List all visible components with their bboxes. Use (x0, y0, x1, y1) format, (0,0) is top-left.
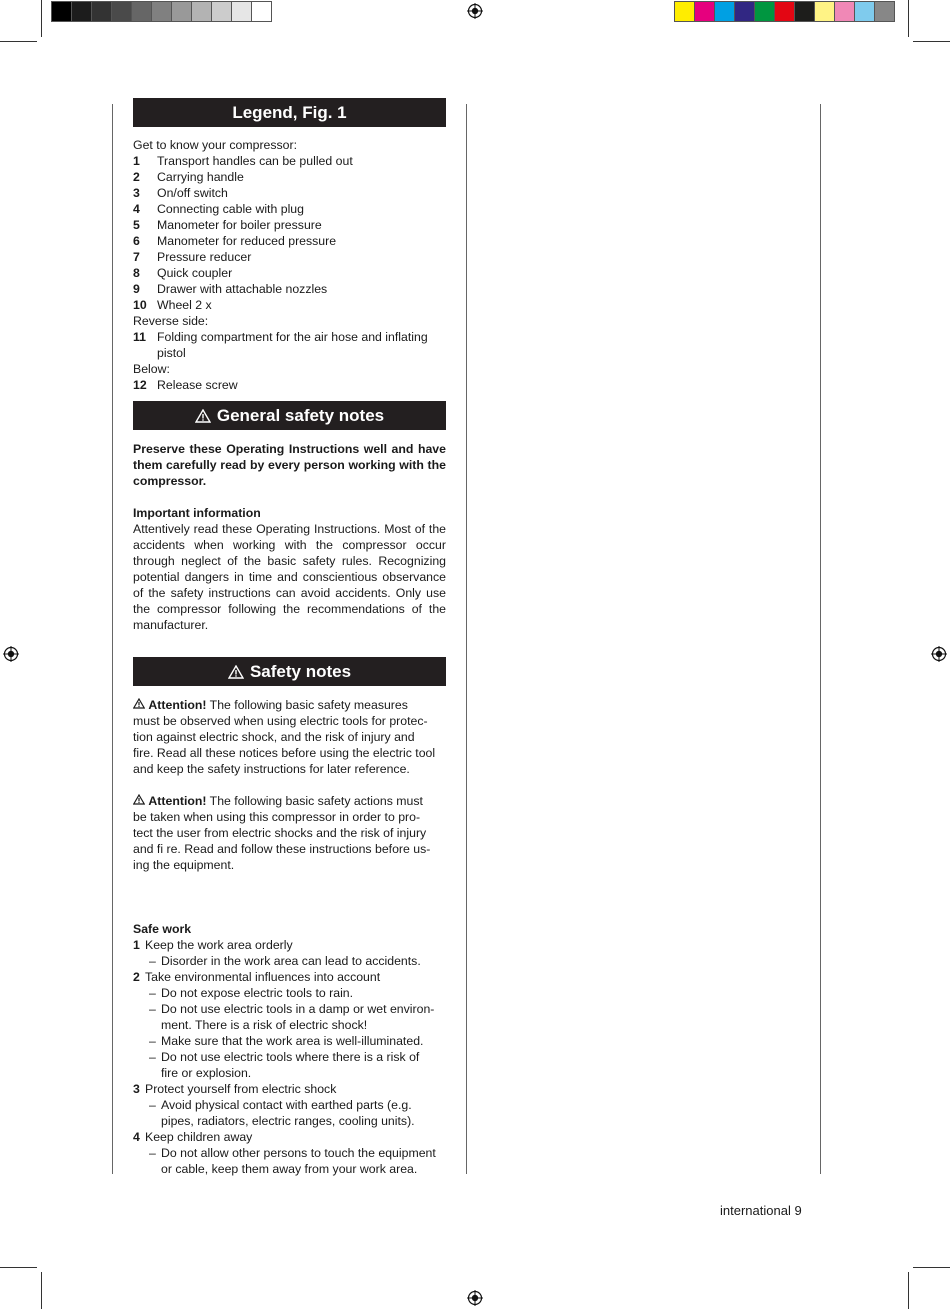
reverse-side-label: Reverse side: (133, 314, 209, 328)
column-rule (112, 104, 113, 1174)
legend-item (133, 233, 446, 249)
safe-work-item (133, 1129, 446, 1145)
column-rule (466, 104, 467, 1174)
calibration-swatch (92, 2, 112, 21)
calibration-swatch (675, 2, 695, 21)
safe-work-subitem-line: ment. There is a risk of electric shock! (161, 1018, 368, 1032)
registration-mark-icon (3, 646, 19, 662)
calibration-swatch (755, 2, 775, 21)
calibration-swatch (775, 2, 795, 21)
legend-item-text: Pressure reducer (157, 250, 252, 264)
calibration-swatch (132, 2, 152, 21)
registration-mark-icon (931, 646, 947, 662)
safety-notes-heading-bar (133, 657, 446, 686)
legend-item-number: 5 (133, 218, 140, 232)
important-information-text: Attentively read these Operating Instructions. Most of the accidents when working with the compressor occur through neglect of the basic safety rules. Recognizing potential dangers in time and conscientious observance of the safety instructions can avoid accidents. Only use the compressor following the recommendations of the manufacturer. (133, 522, 446, 632)
safe-work-item-number: 2 (133, 970, 140, 984)
dash-bullet: – (149, 954, 156, 968)
safety-notes-heading: Safety notes (249, 661, 352, 681)
safe-work-subitem (133, 1033, 446, 1049)
safe-work-item-text: Take environmental influences into account (145, 970, 381, 984)
legend-item-text: Connecting cable with plug (157, 202, 304, 216)
below-list (133, 377, 446, 393)
safe-work-subitem (133, 1049, 446, 1081)
paragraph-line: must be observed when using electric tools for protec- (133, 714, 428, 728)
crop-mark (908, 0, 909, 37)
column-rule (820, 104, 821, 1174)
calibration-swatch (695, 2, 715, 21)
legend-heading: Legend, Fig. 1 (232, 102, 347, 122)
safe-work-subitem-line: Make sure that the work area is well-illuminated. (161, 1034, 424, 1048)
calibration-swatch (212, 2, 232, 21)
safe-work-item (133, 937, 446, 953)
legend-item-number: 8 (133, 266, 140, 280)
safe-work-subitem (133, 953, 446, 969)
safe-work-subitem-line: Do not use electric tools in a damp or wet environ- (161, 1002, 435, 1016)
calibration-swatch (232, 2, 252, 21)
safe-work-item-number: 1 (133, 938, 140, 952)
calibration-swatch (112, 2, 132, 21)
legend-item-text: Wheel 2 x (157, 298, 212, 312)
below-label: Below: (133, 362, 170, 376)
calibration-swatch (192, 2, 212, 21)
crop-mark (913, 1267, 950, 1268)
attention-label: Attention! (148, 794, 207, 808)
safe-work-subitem (133, 1001, 446, 1033)
safe-work-subitem-line: Disorder in the work area can lead to accidents. (161, 954, 421, 968)
crop-mark (908, 1272, 909, 1309)
paragraph-line: The following basic safety measures (206, 698, 408, 712)
safe-work-subitem-line: pipes, radiators, electric ranges, cooling units). (161, 1114, 415, 1128)
crop-mark (0, 41, 37, 42)
legend-item (133, 265, 446, 281)
dash-bullet: – (149, 1050, 156, 1064)
warning-triangle-icon (228, 665, 244, 679)
safe-work-title: Safe work (133, 922, 192, 936)
crop-mark (41, 1272, 42, 1309)
paragraph-line: ing the equipment. (133, 858, 235, 872)
dash-bullet: – (149, 986, 156, 1000)
legend-intro: Get to know your compressor: (133, 138, 298, 152)
calibration-swatch (735, 2, 755, 21)
safe-work-subitem-line: fire or explosion. (161, 1066, 252, 1080)
legend-item-number: 3 (133, 186, 140, 200)
safe-work-subitem-line: Do not use electric tools where there is a risk of (161, 1050, 420, 1064)
legend-item (133, 281, 446, 297)
legend-item-text: On/off switch (157, 186, 228, 200)
legend-heading-bar (133, 98, 446, 127)
legend-item (133, 377, 446, 393)
legend-item-number: 1 (133, 154, 140, 168)
safe-work-subitem (133, 1097, 446, 1129)
legend-list (133, 153, 446, 313)
crop-mark (41, 0, 42, 37)
general-safety-heading: General safety notes (216, 405, 385, 425)
calibration-swatch (252, 2, 271, 21)
safe-work-subitem-line: Avoid physical contact with earthed parts (e.g. (161, 1098, 412, 1112)
legend-item-number: 6 (133, 234, 140, 248)
dash-bullet: – (149, 1098, 156, 1112)
safe-work-subitem (133, 1145, 446, 1177)
dash-bullet: – (149, 1034, 156, 1048)
calibration-swatch (715, 2, 735, 21)
legend-item-text: Quick coupler (157, 266, 233, 280)
calibration-swatch (52, 2, 72, 21)
calibration-swatch (815, 2, 835, 21)
paragraph-line: be taken when using this compressor in order to pro- (133, 810, 421, 824)
calibration-swatch (875, 2, 894, 21)
safe-work-item-text: Keep the work area orderly (145, 938, 293, 952)
legend-item (133, 329, 446, 361)
safe-work-list (133, 937, 446, 1177)
attention-label: Attention! (148, 698, 207, 712)
calibration-swatch (172, 2, 192, 21)
color-calibration-bar (674, 1, 895, 22)
warning-triangle-icon (195, 409, 211, 423)
legend-item (133, 169, 446, 185)
attention-paragraph-1 (133, 697, 446, 777)
calibration-swatch (855, 2, 875, 21)
legend-item (133, 185, 446, 201)
legend-item (133, 201, 446, 217)
legend-item (133, 153, 446, 169)
safe-work-item-number: 4 (133, 1130, 140, 1144)
attention-paragraph-2 (133, 793, 446, 873)
safe-work-subitem-line: Do not expose electric tools to rain. (161, 986, 354, 1000)
legend-item-number: 4 (133, 202, 140, 216)
legend-item-number: 11 (133, 330, 146, 344)
safe-work-item (133, 969, 446, 985)
calibration-swatch (795, 2, 815, 21)
page-footer: international 9 (720, 1203, 802, 1218)
calibration-swatch (835, 2, 855, 21)
legend-item-text: Carrying handle (157, 170, 244, 184)
legend-item (133, 297, 446, 313)
important-information-title: Important information (133, 506, 261, 520)
grayscale-calibration-bar (51, 1, 272, 22)
legend-item-text: Transport handles can be pulled out (157, 154, 353, 168)
paragraph-line: fire. Read all these notices before using the electric tool (133, 746, 436, 760)
legend-item-text: Drawer with attachable nozzles (157, 282, 328, 296)
registration-mark-icon (467, 1290, 483, 1306)
legend-item (133, 249, 446, 265)
legend-item-number: 10 (133, 298, 147, 312)
legend-item (133, 217, 446, 233)
legend-item-number: 2 (133, 170, 140, 184)
dash-bullet: – (149, 1002, 156, 1016)
preserve-instructions-text: Preserve these Operating Instructions well and have them carefully read by every person working with the compressor. (133, 442, 446, 488)
safe-work-item (133, 1081, 446, 1097)
safe-work-item-number: 3 (133, 1082, 140, 1096)
legend-item-text: Release screw (157, 378, 238, 392)
paragraph-line: The following basic safety actions must (206, 794, 423, 808)
safe-work-subitem-line: Do not allow other persons to touch the equipment (161, 1146, 436, 1160)
paragraph-line: tect the user from electric shocks and the risk of injury (133, 826, 427, 840)
paragraph-line: tion against electric shock, and the risk of injury and (133, 730, 415, 744)
crop-mark (0, 1267, 37, 1268)
safe-work-subitem-line: or cable, keep them away from your work area. (161, 1162, 418, 1176)
safe-work-item-text: Keep children away (145, 1130, 253, 1144)
registration-mark-icon (467, 3, 483, 19)
legend-item-text: Manometer for reduced pressure (157, 234, 337, 248)
content-column (133, 98, 446, 1177)
calibration-swatch (152, 2, 172, 21)
general-safety-heading-bar (133, 401, 446, 430)
legend-item-text: Folding compartment for the air hose and inflating pistol (157, 330, 428, 360)
calibration-swatch (72, 2, 92, 21)
reverse-list (133, 329, 446, 361)
safe-work-subitem (133, 985, 446, 1001)
legend-item-number: 7 (133, 250, 140, 264)
legend-item-number: 9 (133, 282, 140, 296)
crop-mark (913, 41, 950, 42)
legend-item-number: 12 (133, 378, 147, 392)
paragraph-line: and fi re. Read and follow these instructions before us- (133, 842, 431, 856)
paragraph-line: and keep the safety instructions for later reference. (133, 762, 410, 776)
legend-item-text: Manometer for boiler pressure (157, 218, 322, 232)
warning-triangle-icon (133, 794, 145, 808)
warning-triangle-icon (133, 698, 145, 712)
dash-bullet: – (149, 1146, 156, 1160)
safe-work-item-text: Protect yourself from electric shock (145, 1082, 337, 1096)
